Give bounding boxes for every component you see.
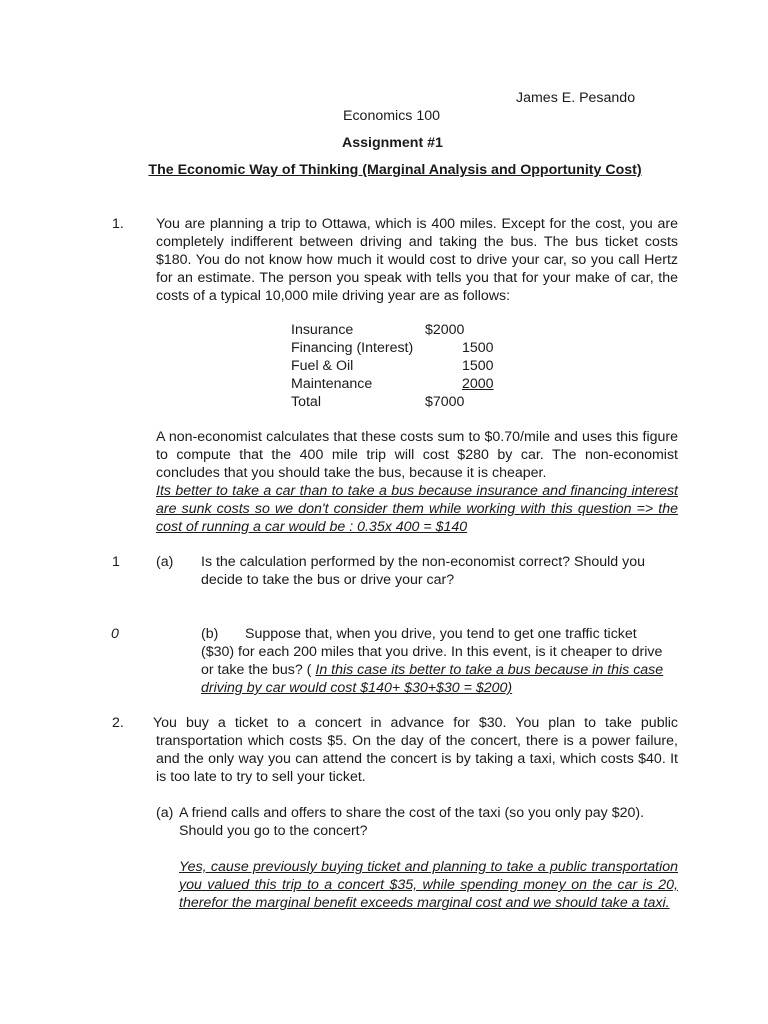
part-b-label: (b) (201, 626, 219, 642)
q2-part-a-question: A friend calls and offers to share the cost of the taxi (so you only pay $20). Should you go to the concert? (179, 805, 645, 839)
part-b-student-answer: In this case its better to take a bus because in this case driving by car would cost $140+ $30+$30 = $200) (201, 662, 664, 696)
cost-row-maintenance (291, 375, 494, 393)
part-a-question: Is the calculation performed by the non-economist correct? Should you decide to take the bus or drive your car? (201, 554, 645, 588)
part-b-question: Suppose that, when you drive, you tend to get one traffic ticket ($30) for each 200 miles that you drive. In this event, is it cheaper to drive or take the bus? ( (201, 626, 663, 678)
cost-item: Fuel & Oil (291, 358, 354, 374)
page-title: The Economic Way of Thinking (Marginal Analysis and Opportunity Cost) (148, 162, 642, 178)
course-name: Economics 100 (343, 108, 440, 124)
cost-row-total (291, 393, 494, 411)
q1-number: 1. (112, 216, 124, 232)
cost-amount: 1500 (462, 340, 494, 356)
non-economist-paragraph: A non-economist calculates that these costs sum to $0.70/mile and uses this figure to compute that the 400 mile trip will cost $280 by car. The non-economist concludes that you should take the bus, because it is cheaper. (156, 429, 678, 481)
cost-item: Financing (Interest) (291, 340, 414, 356)
cost-item: Insurance (291, 322, 354, 338)
q2-number: 2. (112, 715, 124, 731)
q1-prompt: You are planning a trip to Ottawa, which is 400 miles. Except for the cost, you are completely indifferent between driving and taking the bus. The bus ticket costs $180. You do not know how much it would cost to drive your car, so you call Hertz for an estimate. The person you speak with tells you that for your make of car, the costs of a typical 10,000 mile driving year are as follows: (156, 216, 678, 304)
q2-prompt: You buy a ticket to a concert in advance for $30. You plan to take public transportation which costs $5. On the day of the concert, there is a power failure, and the only way you can attend the concert is by taking a taxi, which costs $40. It is too late to try to sell your ticket. (153, 715, 678, 785)
q2-student-answer: Yes, cause previously buying ticket and planning to take a public transportation you valued this trip to a concert $35, while spending money on the car is 20, therefor the marginal benefit exceeds marginal cost and we should take a taxi. (179, 859, 678, 911)
part-b-score: 0 (111, 626, 119, 642)
cost-amount: 2000 (462, 376, 494, 392)
cost-table (291, 321, 494, 411)
cost-amount: $2000 (425, 322, 465, 338)
part-a-label: (a) (156, 554, 174, 570)
cost-row-insurance (291, 321, 494, 339)
cost-row-fuel (291, 357, 494, 375)
q1-student-answer: Its better to take a car than to take a bus because insurance and financing interest are sunk costs so we don't consider them while working with this question => the cost of running a car would be : 0.35x 400 = $140 (156, 483, 678, 535)
cost-amount: $7000 (425, 394, 465, 410)
part-b-body (201, 625, 671, 697)
author: James E. Pesando (516, 90, 636, 106)
cost-item: Maintenance (291, 376, 373, 392)
cost-item: Total (291, 394, 321, 410)
cost-amount: 1500 (462, 358, 494, 374)
cost-row-financing (291, 339, 494, 357)
part-a-score: 1 (112, 554, 120, 570)
q2-part-a-label: (a) (156, 805, 174, 821)
assignment-heading: Assignment #1 (342, 135, 443, 151)
